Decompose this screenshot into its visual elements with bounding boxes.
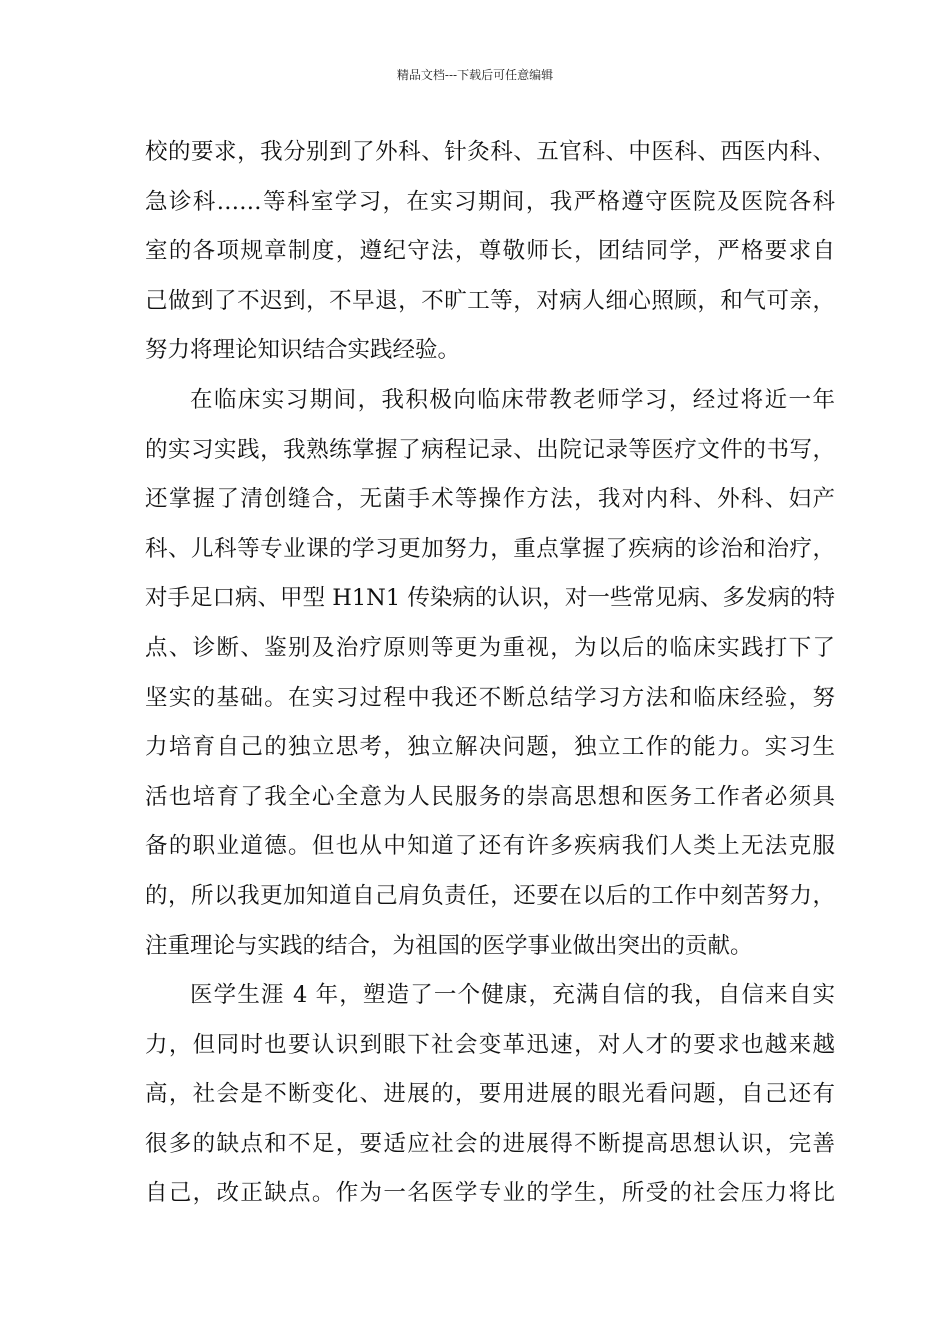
text-line: 活也培育了我全心全意为人民服务的崇高思想和医务工作者必须具 bbox=[145, 783, 835, 810]
text-line: 备的职业道德。但也从中知道了还有许多疾病我们人类上无法克服 bbox=[145, 833, 835, 860]
text-line: 的，所以我更加知道自己肩负责任，还要在以后的工作中刻苦努力， bbox=[145, 882, 835, 909]
paragraph-3 bbox=[145, 971, 835, 1219]
text-line: 努力将理论知识结合实践经验。 bbox=[145, 337, 461, 364]
text-line: 的实习实践，我熟练掌握了病程记录、出院记录等医疗文件的书写， bbox=[145, 436, 835, 463]
text-line: 在临床实习期间，我积极向临床带教老师学习，经过将近一年 bbox=[190, 386, 835, 413]
text-line: 对手足口病、甲型 H1N1 传染病的认识，对一些常见病、多发病的特 bbox=[145, 585, 835, 612]
text-line: 室的各项规章制度，遵纪守法，尊敬师长，团结同学，严格要求自 bbox=[145, 238, 835, 265]
paragraph-1 bbox=[145, 128, 835, 376]
text-line: 急诊科……等科室学习，在实习期间，我严格遵守医院及医院各科 bbox=[145, 188, 835, 215]
text-line: 注重理论与实践的结合，为祖国的医学事业做出突出的贡献。 bbox=[145, 932, 753, 959]
paragraph-2 bbox=[145, 376, 835, 971]
text-line: 己做到了不迟到，不早退，不旷工等，对病人细心照顾，和气可亲， bbox=[145, 287, 835, 314]
text-line: 科、儿科等专业课的学习更加努力，重点掌握了疾病的诊治和治疗， bbox=[145, 535, 835, 562]
text-line: 自己，改正缺点。作为一名医学专业的学生，所受的社会压力将比 bbox=[145, 1180, 835, 1207]
text-line: 校的要求，我分别到了外科、针灸科、五官科、中医科、西医内科、 bbox=[145, 139, 835, 165]
text-line: 力培育自己的独立思考，独立解决问题，独立工作的能力。实习生 bbox=[145, 734, 835, 761]
text-line: 点、诊断、鉴别及治疗原则等更为重视，为以后的临床实践打下了 bbox=[145, 634, 835, 661]
text-line: 很多的缺点和不足，要适应社会的进展得不断提高思想认识，完善 bbox=[145, 1130, 835, 1157]
text-line: 还掌握了清创缝合，无菌手术等操作方法，我对内科、外科、妇产 bbox=[145, 486, 835, 513]
text-line: 力，但同时也要认识到眼下社会变革迅速，对人才的要求也越来越 bbox=[145, 1031, 835, 1058]
page-header: 精品文档---下载后可任意编辑 bbox=[396, 68, 554, 82]
text-line: 高，社会是不断变化、进展的，要用进展的眼光看问题，自己还有 bbox=[145, 1081, 835, 1108]
document-body bbox=[145, 128, 835, 1219]
text-line: 医学生涯 4 年，塑造了一个健康，充满自信的我，自信来自实 bbox=[190, 982, 835, 1009]
text-line: 坚实的基础。在实习过程中我还不断总结学习方法和临床经验，努 bbox=[145, 684, 835, 711]
